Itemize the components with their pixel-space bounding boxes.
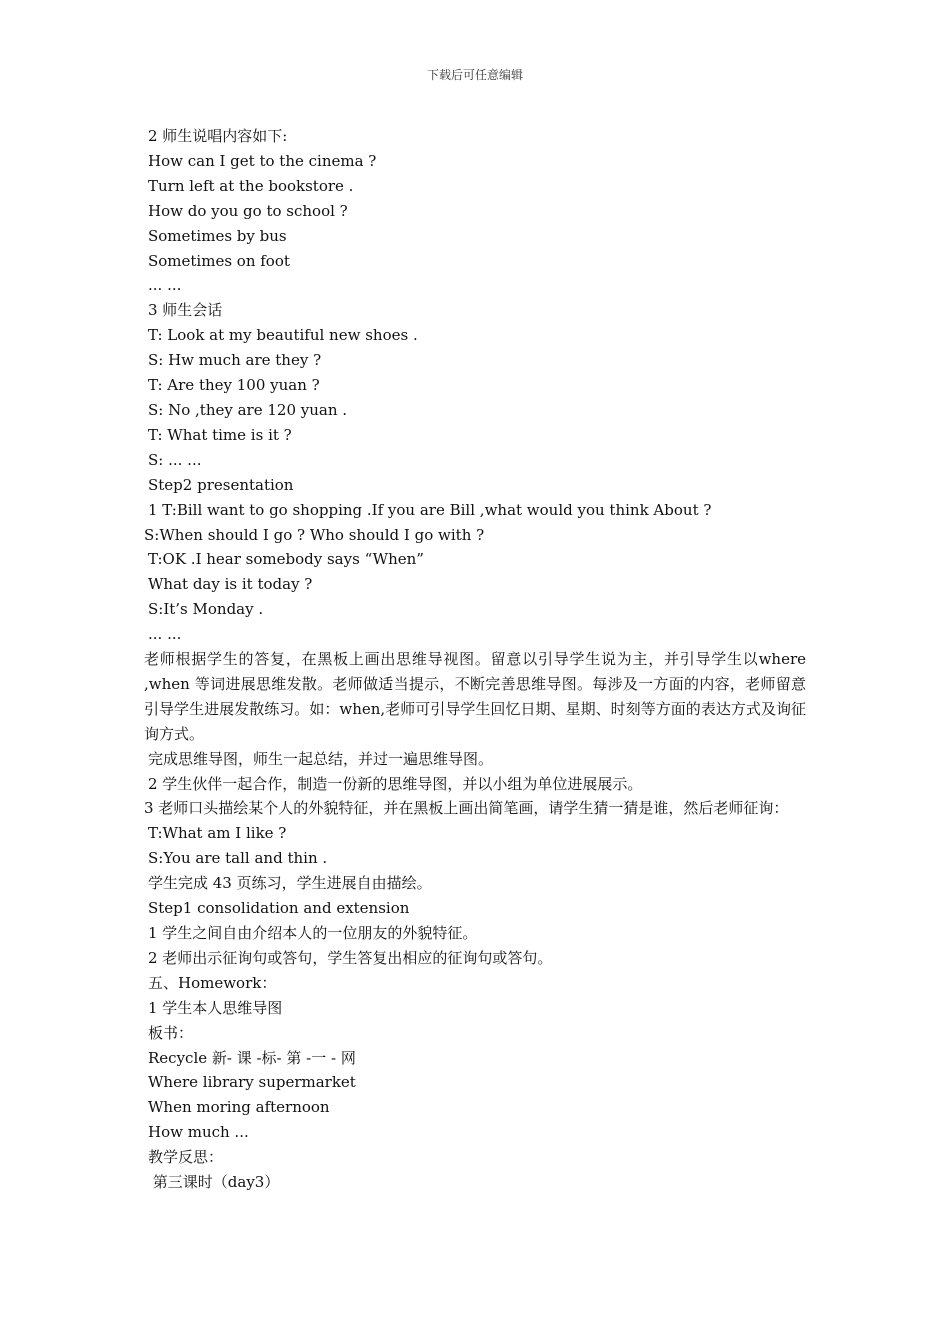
text-line: Where library supermarket xyxy=(148,1073,356,1092)
text-line: 教学反思： xyxy=(148,1148,224,1167)
text-line: S: Hw much are they ? xyxy=(148,351,322,370)
section-when-questions xyxy=(144,547,806,647)
text-line: 板书： xyxy=(148,1023,194,1042)
section-summary xyxy=(144,747,806,797)
text-line: T: Are they 100 yuan ? xyxy=(148,376,320,395)
text-line: ... ... xyxy=(148,276,182,295)
text-line: Sometimes on foot xyxy=(148,251,290,270)
text-line: Step1 consolidation and extension xyxy=(148,899,410,918)
text-line: S: ... ... xyxy=(148,450,202,469)
text-line: 五、Homework： xyxy=(148,973,277,992)
text-line: 第三课时（day3） xyxy=(148,1173,280,1192)
text-line: Recycle 新- 课 -标- 第 -一 - 网 xyxy=(148,1048,356,1067)
text-line: Sometimes by bus xyxy=(148,226,287,245)
text-line: 1 T:Bill want to go shopping .If you are Bill ,what would you think About ? xyxy=(148,500,712,519)
text-line: Turn left at the bookstore . xyxy=(148,176,354,195)
paragraph-describe: 3 老师口头描绘某个人的外貌特征，并在黑板上画出简笔画，请学生猜一猜是谁，然后老师征询： xyxy=(144,799,789,818)
text-line: T: Look at my beautiful new shoes . xyxy=(148,326,418,345)
text-line: S:You are tall and thin . xyxy=(148,849,328,868)
text-line: How much ... xyxy=(148,1123,249,1142)
section-chant-dialogue xyxy=(144,124,806,523)
text-line: 1 学生本人思维导图 xyxy=(148,998,283,1017)
paragraph-mindmap: 老师根据学生的答复，在黑板上画出思维导视图。留意以引导学生说为主，并引导学生以where ,when 等词进展思维发散。老师做适当提示，不断完善思维导图。每涉及一方面的内容，老师留意引导学生进展发散练习。如：when,老师可引导学生回忆日期、星期、时刻等方面的表达方式及询征询方式。 xyxy=(144,650,806,743)
text-line: 2 学生伙伴一起合作，制造一份新的思维导图，并以小组为单位进展展示。 xyxy=(148,774,643,793)
text-line: 3 师生会话 xyxy=(148,301,223,320)
text-line: 2 老师出示征询句或答句，学生答复出相应的征询句或答句。 xyxy=(148,948,553,967)
text-line: 学生完成 43 页练习，学生进展自由描绘。 xyxy=(148,874,432,893)
text-line: How can I get to the cinema ? xyxy=(148,151,377,170)
text-line: ... ... xyxy=(148,625,182,644)
section-consolidation-homework xyxy=(144,821,806,1195)
text-line: T: What time is it ? xyxy=(148,425,292,444)
text-line: When moring afternoon xyxy=(148,1098,330,1117)
text-line: T:What am I like ? xyxy=(148,824,287,843)
text-line: S: No ,they are 120 yuan . xyxy=(148,400,348,419)
text-line: What day is it today ? xyxy=(148,575,313,594)
text-line: Step2 presentation xyxy=(148,475,294,494)
text-line: T:OK .I hear somebody says “When” xyxy=(148,550,424,569)
text-line: How do you go to school ? xyxy=(148,201,348,220)
text-line: 2 师生说唱内容如下: xyxy=(148,127,288,145)
text-line: 1 学生之间自由介绍本人的一位朋友的外貌特征。 xyxy=(148,924,478,942)
text-line: 完成思维导图，师生一起总结，并过一遍思维导图。 xyxy=(148,749,494,768)
text-line: S:It’s Monday . xyxy=(148,600,264,619)
document-body xyxy=(144,124,806,1195)
page-header: 下载后可任意编辑 xyxy=(426,68,523,82)
text-line: S:When should I go ? Who should I go with ? xyxy=(144,525,485,544)
